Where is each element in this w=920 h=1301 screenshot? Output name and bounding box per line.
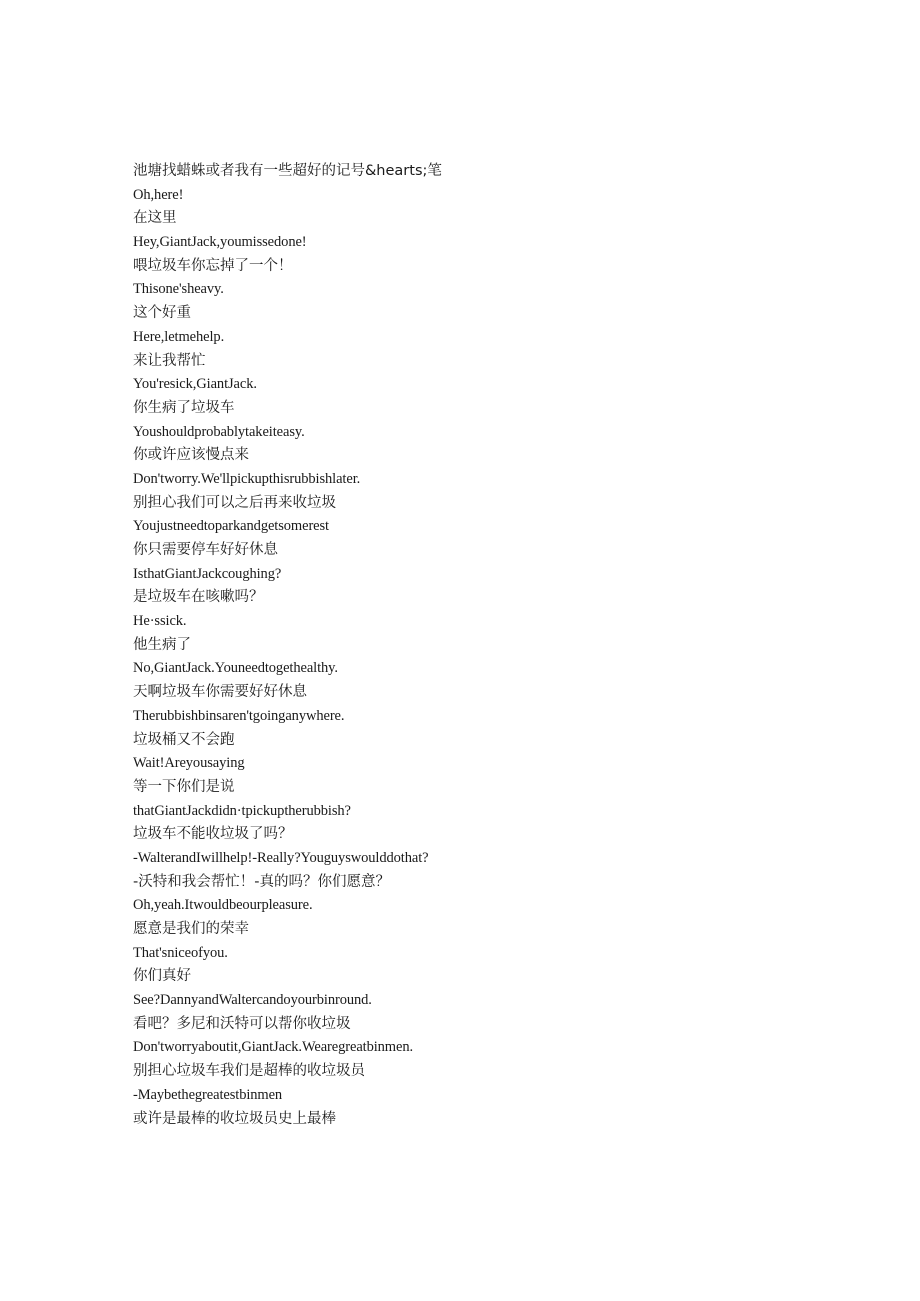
text-line: Oh,yeah.Itwouldbeourpleasure. <box>133 897 313 914</box>
text-line: Don'tworry.We'llpickupthisrubbishlater. <box>133 470 361 487</box>
text-line: 在这里 <box>133 210 177 227</box>
text-line: Thisone'sheavy. <box>133 281 224 298</box>
text-line: 他生病了 <box>133 636 191 653</box>
text-line: 等一下你们是说 <box>133 778 235 795</box>
text-line: -WalterandIwillhelp!-Really?Youguyswoulddothat? <box>133 849 429 866</box>
text-line: 是垃圾车在咳嗽吗？ <box>133 589 264 606</box>
text-line: 看吧？多尼和沃特可以帮你收垃圾 <box>133 1015 351 1032</box>
subtitle-lines <box>133 160 833 1131</box>
text-line: That'sniceofyou. <box>133 944 228 961</box>
text-line: 别担心我们可以之后再来收垃圾 <box>133 494 336 511</box>
text-line: 你生病了垃圾车 <box>133 399 235 416</box>
text-line: 这个好重 <box>133 305 191 322</box>
text-line: 来让我帮忙 <box>133 352 206 369</box>
text-line: -Maybethegreatestbinmen <box>133 1086 283 1103</box>
text-line: 垃圾桶又不会跑 <box>133 731 235 748</box>
text-line: No,GiantJack.Youneedtogethealthy. <box>133 660 338 677</box>
text-line: 垃圾车不能收垃圾了吗？ <box>133 826 293 843</box>
text-line: -沃特和我会帮忙！-真的吗？你们愿意？ <box>133 873 390 890</box>
text-line: 愿意是我们的荣幸 <box>133 921 249 937</box>
text-line: Youjustneedtoparkandgetsomerest <box>133 518 329 535</box>
text-line: He·ssick. <box>133 613 187 630</box>
text-line: 别担心垃圾车我们是超棒的收垃圾员 <box>133 1063 365 1080</box>
text-line: 或许是最棒的收垃圾员史上最棒 <box>133 1110 336 1127</box>
text-line: thatGiantJackdidn·tpickuptherubbish? <box>133 802 351 819</box>
text-line: You'resick,GiantJack. <box>133 376 257 393</box>
text-line: 喂垃圾车你忘掉了一个！ <box>133 257 293 274</box>
text-line: Oh,here! <box>133 186 184 203</box>
text-line: 你或许应该慢点来 <box>133 447 249 464</box>
text-line: Youshouldprobablytakeiteasy. <box>133 423 305 440</box>
text-line: 池塘找蜡蛛或者我有一些超好的记号&hearts;笔 <box>133 163 442 179</box>
text-line: Wait!Areyousaying <box>133 755 245 772</box>
text-line: Here,letmehelp. <box>133 328 225 345</box>
text-line: 你们真好 <box>133 968 191 985</box>
text-line: IsthatGiantJackcoughing? <box>133 565 282 582</box>
text-line: Don'tworryaboutit,GiantJack.Wearegreatbinmen. <box>133 1039 413 1056</box>
text-line: 你只需要停车好好休息 <box>133 542 278 558</box>
text-line: 天啊垃圾车你需要好好休息 <box>133 684 307 701</box>
text-line: See?DannyandWaltercandoyourbinround. <box>133 992 372 1009</box>
text-line: Hey,GiantJack,youmissedone! <box>133 234 307 251</box>
text-line: Therubbishbinsaren'tgoinganywhere. <box>133 707 345 724</box>
